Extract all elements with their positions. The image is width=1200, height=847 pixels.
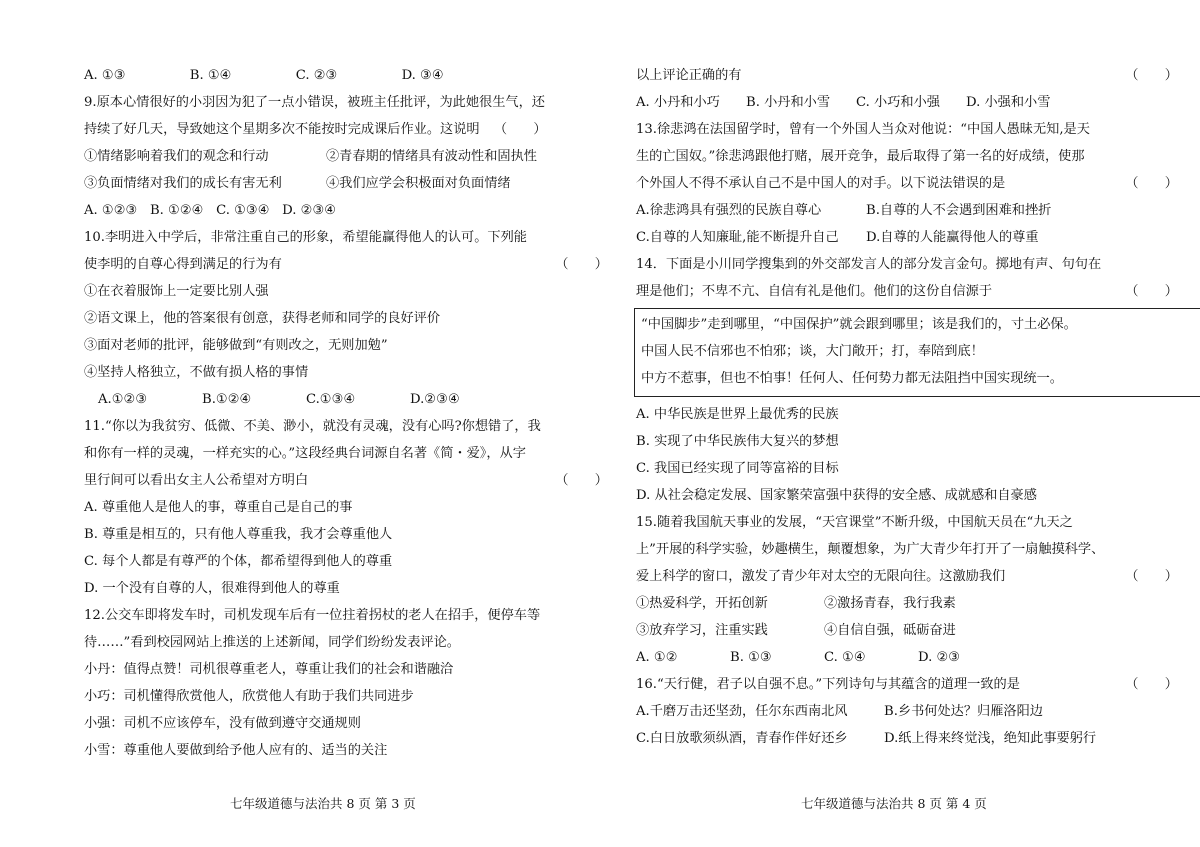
q11-stem-line: 和你有一样的灵魂，一样充实的心。”这段经典台词源自名著《简・爱》，从字 bbox=[84, 446, 526, 461]
q13-options bbox=[636, 224, 1200, 251]
option-b: B. 实现了中华民族伟大复兴的梦想 bbox=[636, 434, 839, 449]
q16-stem-line: 16.“天行健，君子以自强不息。”下列诗句与其蕴含的道理一致的是 （ ） bbox=[636, 671, 1200, 698]
statement: ①热爱科学，开拓创新 bbox=[636, 596, 768, 611]
option-c: C. 小巧和小强 bbox=[856, 95, 940, 110]
quote-box bbox=[634, 308, 1200, 397]
q13-options bbox=[636, 197, 1200, 224]
statement: ①情绪影响着我们的观念和行动 bbox=[84, 149, 269, 164]
quote-line: 中方不惹事，但也不怕事！任何人、任何势力都无法阻挡中国实现统一。 bbox=[641, 371, 1063, 386]
option-d: D. 从社会稳定发展、国家繁荣富强中获得的安全感、成就感和自豪感 bbox=[636, 488, 1037, 503]
q13-stem-line: 13.徐悲鸿在法国留学时，曾有一个外国人当众对他说：“中国人愚昧无知,是天 bbox=[636, 122, 1090, 137]
option-b: B. 小丹和小雪 bbox=[746, 95, 831, 110]
option-a: A.①②③ bbox=[98, 392, 148, 407]
option-b: B.①②④ bbox=[202, 392, 252, 407]
option-d: D.②③④ bbox=[410, 392, 460, 407]
q15-statements bbox=[636, 590, 1200, 617]
option-d: D. ②③④ bbox=[282, 203, 337, 218]
answer-paren: （ ） bbox=[555, 473, 608, 488]
q13-stem-line: 个外国人不得不承认自己不是中国人的对手。以下说法错误的是 （ ） bbox=[636, 170, 1200, 197]
option-d: D. ②③ bbox=[918, 650, 961, 665]
q15-stem-line: 上”开展的科学实验，妙趣横生，颠覆想象，为广大青少年打开了一扇触摸科学、 bbox=[636, 542, 1105, 557]
q10-options bbox=[84, 386, 644, 413]
q12-stem-line: 12.公交车即将发车时，司机发现车后有一位拄着拐杖的老人在招手，便停车等 bbox=[84, 608, 541, 623]
q9-statements bbox=[84, 143, 644, 170]
q9-stem-line: 9.原本心情很好的小羽因为犯了一点小错误，被班主任批评，为此她很生气，还 bbox=[84, 95, 545, 110]
q14-stem-line: 14．下面是小川同学搜集到的外交部发言人的部分发言金句。掷地有声、句句在 bbox=[636, 257, 1102, 272]
statement: ③放弃学习，注重实践 bbox=[636, 623, 768, 638]
q10-statement: ④坚持人格独立，不做有损人格的事情 bbox=[84, 365, 309, 380]
q15-statements bbox=[636, 617, 1200, 644]
option-b: B. ①③ bbox=[730, 650, 772, 665]
q12-stem-line: 待……”看到校园网站上推送的上述新闻，同学们纷纷发表评论。 bbox=[84, 635, 460, 650]
option-d: D. 小强和小雪 bbox=[966, 95, 1051, 110]
option-a: A.徐悲鸿具有强烈的民族自尊心 bbox=[636, 203, 822, 218]
q15-options bbox=[636, 644, 1200, 671]
q9-statements bbox=[84, 170, 644, 197]
option-c: C. 我国已经实现了同等富裕的目标 bbox=[636, 461, 839, 476]
q16-options bbox=[636, 725, 1200, 752]
answer-paren: （ ） bbox=[1125, 284, 1178, 299]
option-b: B. 尊重是相互的，只有他人尊重我，我才会尊重他人 bbox=[84, 527, 393, 542]
q12-comment: 小丹：值得点赞！司机很尊重老人，尊重让我们的社会和谐融洽 bbox=[84, 662, 454, 677]
option-a: A. 中华民族是世界上最优秀的民族 bbox=[636, 407, 839, 422]
option-c: C. 每个人都是有尊严的个体，都希望得到他人的尊重 bbox=[84, 554, 393, 569]
q8-options bbox=[84, 62, 644, 89]
q15-stem-line: 15.随着我国航天事业的发展，“天宫课堂”不断升级，中国航天员在“九天之 bbox=[636, 515, 1073, 530]
page-footer: 七年级道德与法治共 8 页 第 4 页 bbox=[801, 796, 987, 811]
option-b: B. ①②④ bbox=[149, 203, 204, 218]
q11-stem-line: 里行间可以看出女主人公希望对方明白 （ ） bbox=[84, 467, 644, 494]
q12-comment: 小强：司机不应该停车，没有做到遵守交通规则 bbox=[84, 716, 361, 731]
option-c: C. ②③ bbox=[295, 68, 338, 83]
left-page bbox=[84, 0, 644, 764]
answer-paren: （ ） bbox=[1125, 569, 1178, 584]
option-a: A. 尊重他人是他人的事，尊重自己是自己的事 bbox=[84, 500, 353, 515]
option-c: C.白日放歌须纵酒，青春作伴好还乡 bbox=[636, 731, 848, 746]
statement: ②激扬青春，我行我素 bbox=[824, 596, 956, 611]
option-d: D.纸上得来终觉浅，绝知此事要躬行 bbox=[884, 731, 1097, 746]
q15-stem-line: 爱上科学的窗口，激发了青少年对太空的无限向往。这激励我们 （ ） bbox=[636, 563, 1200, 590]
option-d: D. ③④ bbox=[401, 68, 444, 83]
answer-paren: （ ） bbox=[1125, 677, 1178, 692]
option-b: B.乡书何处达？归雁洛阳边 bbox=[884, 704, 1043, 719]
option-a: A. 小丹和小巧 bbox=[636, 95, 720, 110]
option-a: A. ①③ bbox=[84, 68, 126, 83]
option-b: B.自尊的人不会遇到困难和挫折 bbox=[866, 203, 1052, 218]
q9-options bbox=[84, 197, 644, 224]
q12-comment: 小雪：尊重他人要做到给予他人应有的、适当的关注 bbox=[84, 743, 388, 758]
option-d: D.自尊的人能赢得他人的尊重 bbox=[866, 230, 1039, 245]
q10-statement: ③面对老师的批评，能够做到“有则改之，无则加勉” bbox=[84, 338, 388, 353]
q12-end-line: 以上评论正确的有 （ ） bbox=[636, 62, 1200, 89]
option-d: D. 一个没有自尊的人，很难得到他人的尊重 bbox=[84, 581, 340, 596]
option-a: A.千磨万击还坚劲，任尔东西南北风 bbox=[636, 704, 848, 719]
q10-stem-line: 10.李明进入中学后，非常注重自己的形象，希望能赢得他人的认可。下列能 bbox=[84, 230, 527, 245]
statement: ③负面情绪对我们的成长有害无利 bbox=[84, 176, 282, 191]
option-c: C.自尊的人知廉耻,能不断提升自己 bbox=[636, 230, 839, 245]
q11-stem-line: 11.“你以为我贫穷、低微、不美、渺小，就没有灵魂，没有心吗?你想错了，我 bbox=[84, 419, 541, 434]
page-footer: 七年级道德与法治共 8 页 第 3 页 bbox=[230, 796, 416, 811]
statement: ④自信自强，砥砺奋进 bbox=[824, 623, 956, 638]
statement: ④我们应学会积极面对负面情绪 bbox=[326, 176, 511, 191]
option-a: A. ①②③ bbox=[84, 203, 138, 218]
answer-paren: （ ） bbox=[493, 122, 547, 137]
q10-statement: ①在衣着服饰上一定要比别人强 bbox=[84, 284, 269, 299]
answer-paren: （ ） bbox=[555, 257, 608, 272]
quote-line: 中国人民不信邪也不怕邪；谈，大门敞开；打，奉陪到底！ bbox=[641, 344, 984, 359]
right-page bbox=[636, 0, 1200, 752]
q9-stem-line: 持续了好几天，导致她这个星期多次不能按时完成课后作业。这说明 （ ） bbox=[84, 122, 547, 137]
q12-comment: 小巧：司机懂得欣赏他人，欣赏他人有助于我们共同进步 bbox=[84, 689, 414, 704]
statement: ②青春期的情绪具有波动性和固执性 bbox=[326, 149, 537, 164]
answer-paren: （ ） bbox=[1125, 68, 1178, 83]
option-b: B. ①④ bbox=[189, 68, 232, 83]
q13-stem-line: 生的亡国奴。”徐悲鸿跟他打赌，展开竞争，最后取得了第一名的好成绩，使那 bbox=[636, 149, 1085, 164]
q14-stem-line: 理是他们；不卑不亢、自信有礼是他们。他们的这份自信源于 （ ） bbox=[636, 278, 1200, 305]
q16-options bbox=[636, 698, 1200, 725]
q12-options bbox=[636, 89, 1200, 116]
option-c: C.①③④ bbox=[306, 392, 356, 407]
option-c: C. ①③④ bbox=[216, 203, 270, 218]
q10-stem-line: 使李明的自尊心得到满足的行为有 （ ） bbox=[84, 251, 644, 278]
option-c: C. ①④ bbox=[824, 650, 866, 665]
answer-paren: （ ） bbox=[1125, 176, 1178, 191]
option-a: A. ①② bbox=[636, 650, 678, 665]
quote-line: “中国脚步”走到哪里，“中国保护”就会跟到哪里；该是我们的，寸土必保。 bbox=[641, 317, 1077, 332]
q10-statement: ②语文课上，他的答案很有创意，获得老师和同学的良好评价 bbox=[84, 311, 441, 326]
